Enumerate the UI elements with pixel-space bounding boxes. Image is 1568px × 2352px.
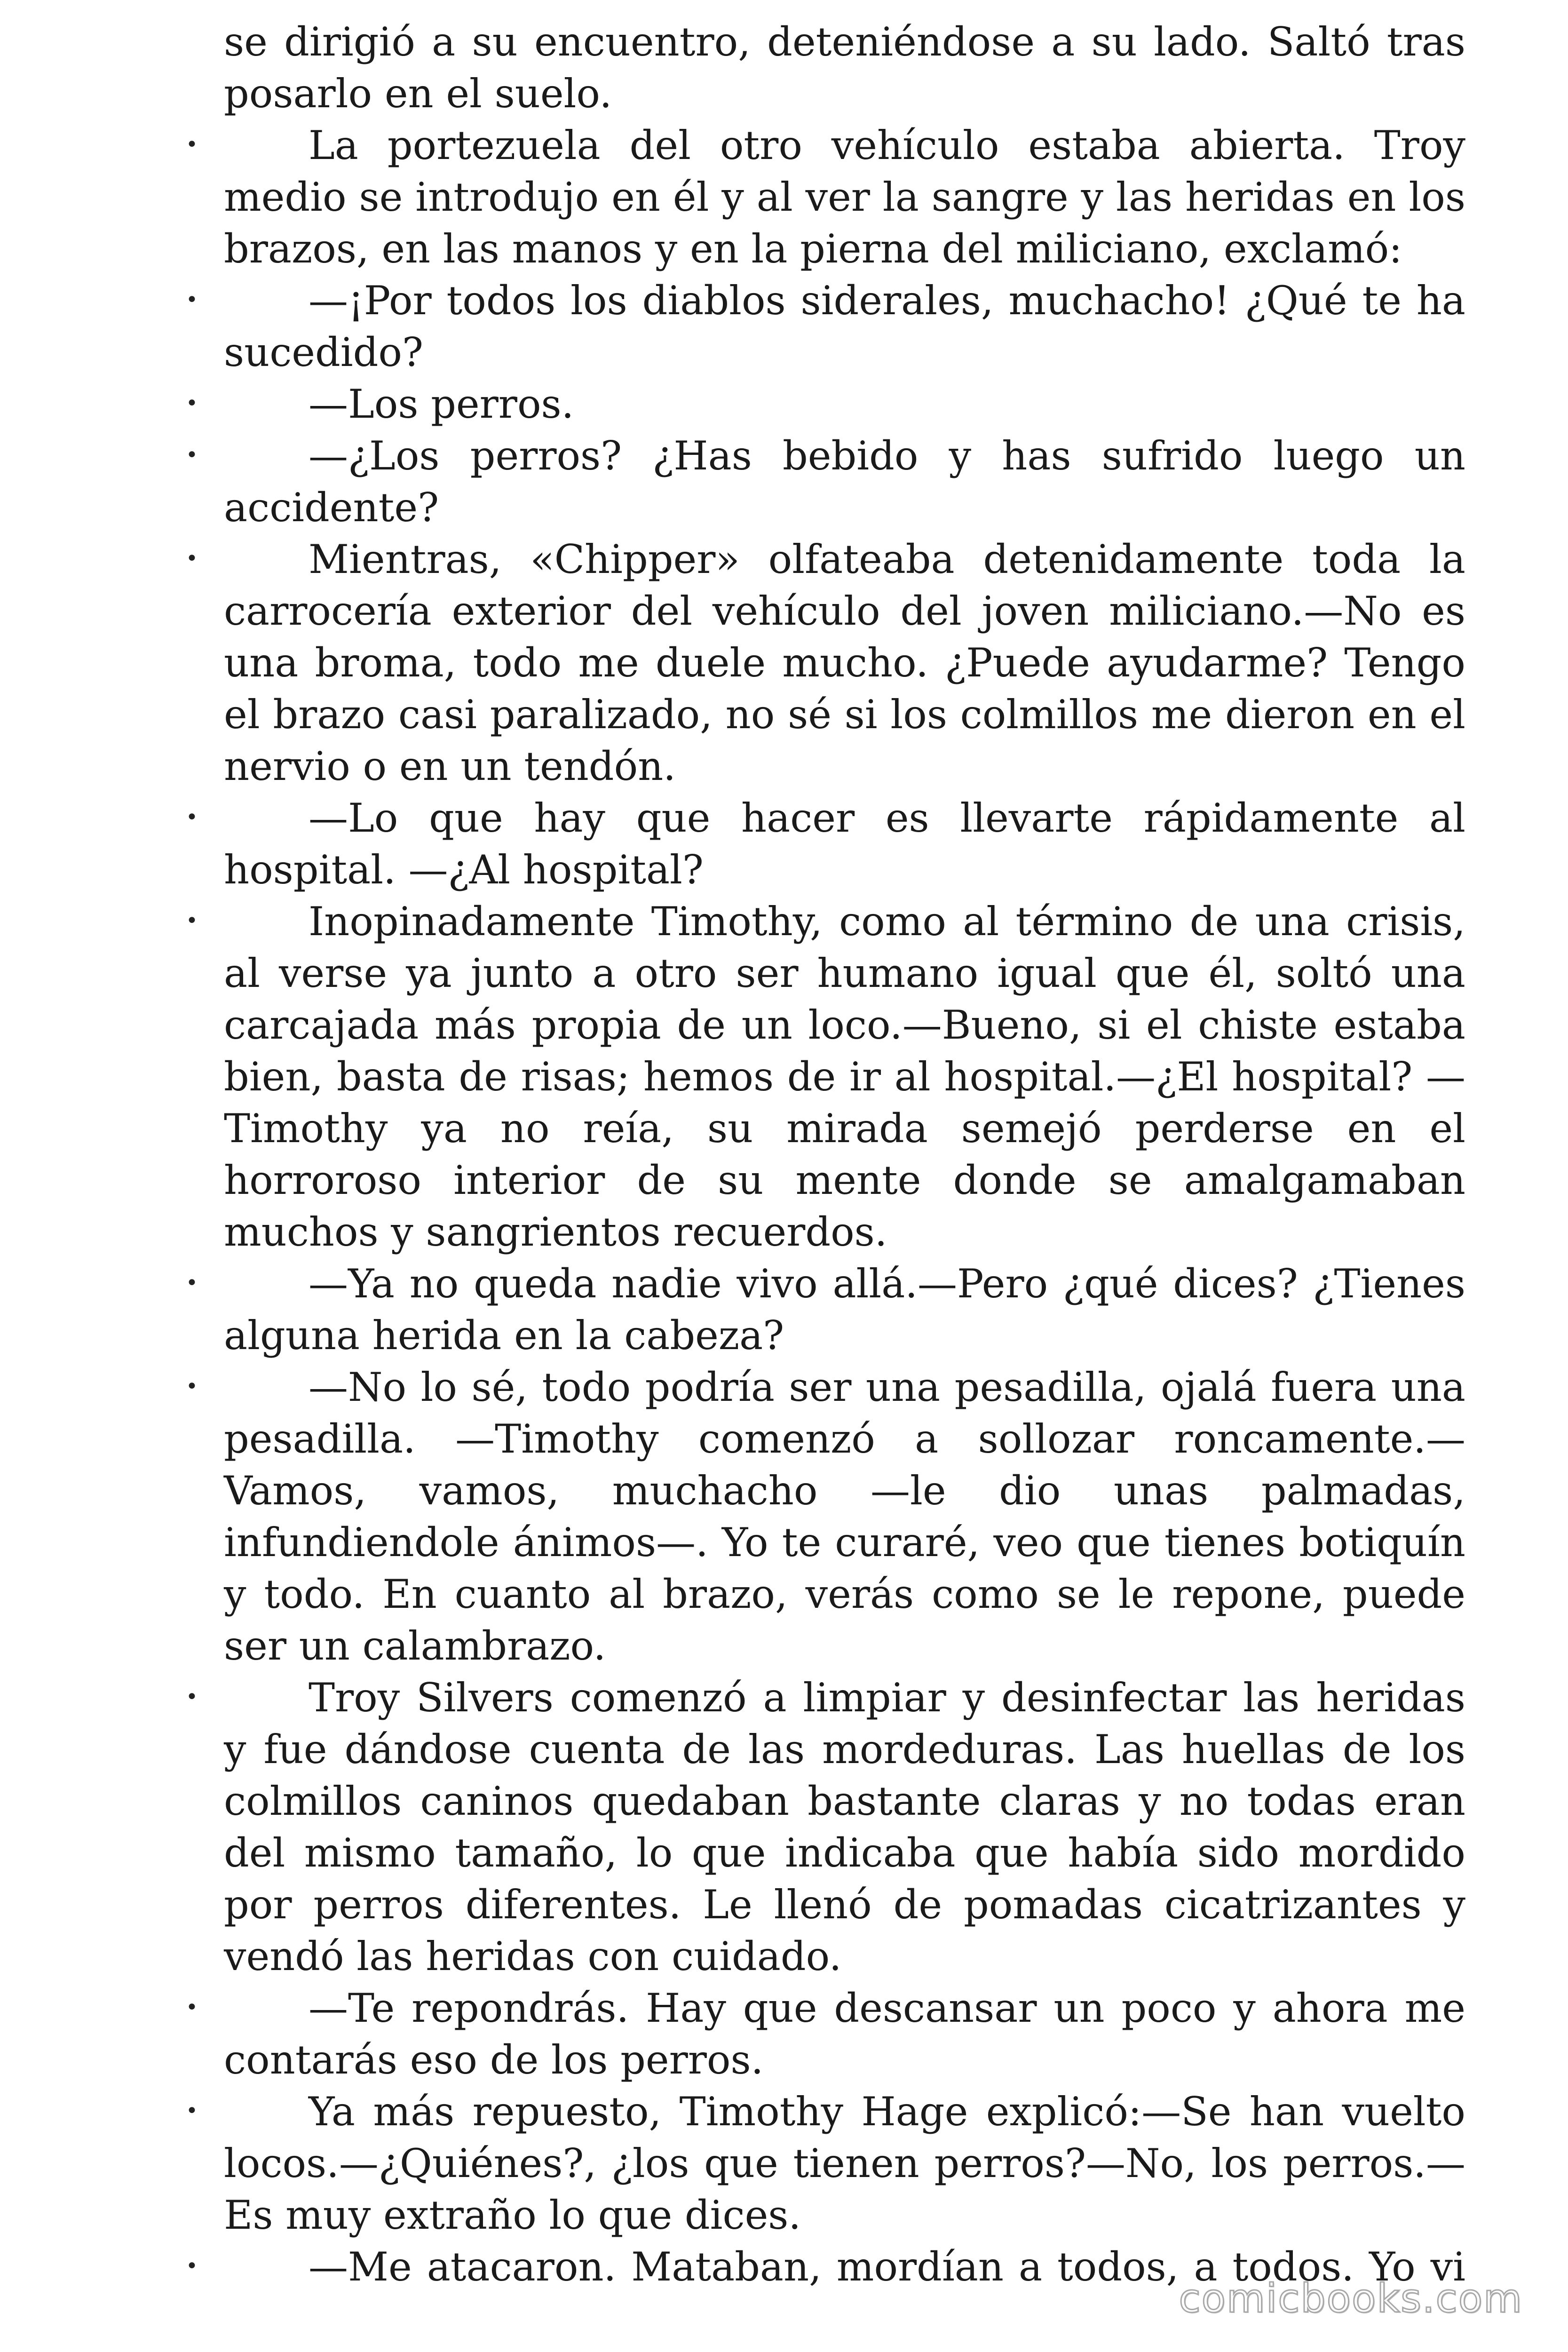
bullet-marker: • xyxy=(186,805,198,829)
bullet-marker: • xyxy=(186,1375,198,1398)
paragraph-text: —¿Los perros? ¿Has bebido y has sufrido luego un accidente? xyxy=(224,433,1465,531)
paragraph-text: se dirigió a su encuentro, deteniéndose a su lado. Saltó tras posarlo en el suelo. xyxy=(224,19,1465,117)
paragraph-text: Troy Silvers comenzó a limpiar y desinfectar las heridas y fue dándose cuenta de las mordeduras. Las huellas de los colmillos caninos quedaban bastante claras y no todas eran del mismo tamaño, lo que indicaba que había sido mordido por perros diferentes. Le llenó de pomadas cicatrizantes y vendó las heridas con cuidado. xyxy=(224,1675,1465,1979)
paragraph-text: —Me atacaron. Mataban, mordían a todos, a todos. Yo vi xyxy=(309,2244,1465,2290)
bullet-marker: • xyxy=(186,547,198,571)
bullet-marker: • xyxy=(186,1271,198,1295)
paragraph-text: —¡Por todos los diablos siderales, muchacho! ¿Qué te ha sucedido? xyxy=(224,278,1465,375)
paragraph-text: Mientras, «Chipper» olfateaba detenidamente toda la carrocería exterior del vehículo del joven miliciano.—No es una broma, todo me duele mucho. ¿Puede ayudarme? Tengo el brazo casi paralizado, no sé si los colmillos me dieron en el nervio o en un tendón. xyxy=(224,536,1465,789)
bullet-marker: • xyxy=(186,1995,198,2019)
bullet-marker: • xyxy=(186,391,198,415)
paragraph-text: —Lo que hay que hacer es llevarte rápidamente al hospital. —¿Al hospital? xyxy=(224,795,1465,893)
bullet-marker: • xyxy=(186,909,198,933)
paragraph-text: La portezuela del otro vehículo estaba abierta. Troy medio se introdujo en él y al ver la sangre y las heridas en los brazos, en las manos y en la pierna del miliciano, exclamó: xyxy=(224,122,1465,272)
paragraph-text: —No lo sé, todo podría ser una pesadilla, ojalá fuera una pesadilla. —Timothy comenzó a sollozar roncamente.—Vamos, vamos, muchacho —le dio unas palmadas, infundiendole ánimos—. Yo te curaré, veo que tienes botiquín y todo. En cuanto al brazo, verás como se le repone, puede ser un calambrazo. xyxy=(224,1364,1465,1669)
paragraph-text: —Los perros. xyxy=(309,381,574,427)
bullet-marker: • xyxy=(186,443,198,467)
paragraph-text: Ya más repuesto, Timothy Hage explicó:—Se han vuelto locos.—¿Quiénes?, ¿los que tienen perros?—No, los perros.—Es muy extraño lo que dices. xyxy=(224,2089,1465,2238)
watermark: comicbooks.com xyxy=(1179,2275,1523,2321)
bullet-marker: • xyxy=(186,288,198,312)
bullet-marker: • xyxy=(186,1685,198,1709)
paragraph-text: —Ya no queda nadie vivo allá.—Pero ¿qué dices? ¿Tienes alguna herida en la cabeza? xyxy=(224,1261,1465,1359)
bullet-marker: • xyxy=(186,2099,198,2123)
bullet-marker: • xyxy=(186,133,198,157)
paragraph-text: —Te repondrás. Hay que descansar un poco y ahora me contarás eso de los perros. xyxy=(224,1985,1465,2083)
paragraph-text: Inopinadamente Timothy, como al término de una crisis, al verse ya junto a otro ser humano igual que él, soltó una carcajada más propia de un loco.—Bueno, si el chiste estaba bien, basta de risas; hemos de ir al hospital.—¿El hospital? —Timothy ya no reía, su mirada semejó perderse en el horroroso interior de su mente donde se amalgamaban muchos y sangrientos recuerdos. xyxy=(224,898,1465,1255)
bullet-marker: • xyxy=(186,2254,198,2278)
